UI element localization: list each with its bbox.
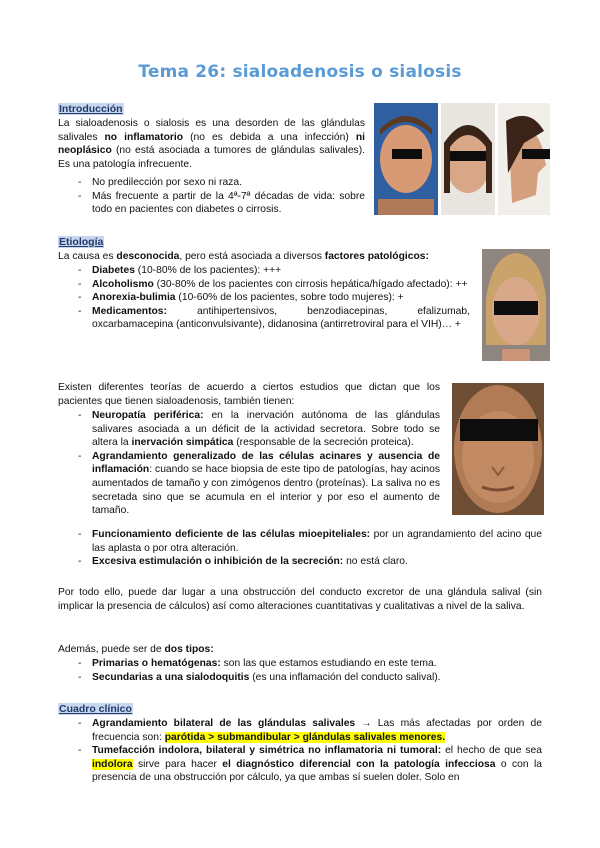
list-item: - Neuropatía periférica: en la inervación autónoma de las glándulas salivares asociada a un déficit de la actividad secretora. Sobre todo se altera la inervación simpática (responsable de la secreción proteica).	[58, 409, 440, 450]
theories-list-b	[58, 528, 542, 569]
list-item: - Diabetes (10-80% de los pacientes): +++	[58, 264, 470, 278]
list-item: - Secundarias a una sialodoquitis (es una inflamación del conducto salival).	[58, 671, 542, 685]
list-item: - No predilección por sexo ni raza.	[58, 176, 365, 190]
etiology-list	[58, 264, 470, 332]
section-heading-clinical: Cuadro clínico	[59, 703, 132, 715]
list-item: - Agrandamiento generalizado de las células acinares y ausencia de inflamación: cuando se hace biopsia de este tipo de patologías, hay acinos aumentados de tamaño y con zimógenos dentro (proteínas). La saliva no es secretada sino que se acumula en el interior y por eso el aumento de tamaño.	[58, 450, 440, 518]
list-item: - Agrandamiento bilateral de las glándulas salivales → Las más afectadas por orden de frecuencia son: parótida > submandibular > glándulas salivales menores.	[58, 717, 542, 744]
theories-paragraph: Existen diferentes teorías de acuerdo a ciertos estudios que dictan que los pacientes que tienen sialoadenosis, también tienen:	[58, 382, 440, 407]
highlight: indolora	[92, 758, 133, 770]
patient-photo	[482, 249, 550, 361]
theories-list-a	[58, 409, 440, 518]
section-heading-intro: Introducción	[59, 103, 123, 115]
list-item: - Alcoholismo (30-80% de los pacientes con cirrosis hepática/hígado afectado): ++	[58, 278, 470, 292]
section-heading-etiology: Etiología	[59, 236, 104, 248]
censor-bar	[392, 149, 422, 159]
list-item: - Tumefacción indolora, bilateral y simétrica no inflamatoria ni tumoral: el hecho de que sea indolora sirve para hacer el diagnóstico diferencial con la patología infecciosa o con la presencia de una obstrucción por cálculo, ya que ambas sí suelen doler. Solo en	[58, 744, 542, 785]
list-item: - Funcionamiento deficiente de las células mioepiteliales: por un agrandamiento del acino que las aplasta o por otra alteración.	[58, 528, 542, 555]
censor-bar	[494, 301, 538, 315]
page-title: Tema 26: sialoadenosis o sialosis	[138, 62, 462, 82]
intro-list	[58, 176, 365, 217]
list-item: - Medicamentos: antihipertensivos, benzodiacepinas, efalizumab, oxcarbamacepina (anticonvulsivante), didanosina (antirretroviral para el VIH)… +	[58, 305, 470, 332]
list-item: - Primarias o hematógenas: son las que estamos estudiando en este tema.	[58, 657, 542, 671]
types-list	[58, 657, 542, 684]
patient-photos	[374, 103, 550, 215]
list-item: - Anorexia-bulimia (10-60% de los pacientes, sobre todo mujeres): +	[58, 291, 470, 305]
highlight: parótida > submandibular > glándulas salivales menores.	[164, 731, 446, 743]
list-item: - Más frecuente a partir de la 4ª-7ª décadas de vida: sobre todo en pacientes con diabetes o cirrosis.	[58, 190, 365, 217]
patient-photo	[452, 383, 544, 515]
clinical-list	[58, 717, 542, 785]
list-item: - Excesiva estimulación o inhibición de la secreción: no está claro.	[58, 555, 542, 569]
intro-paragraph: La sialoadenosis o sialosis es una desorden de las glándulas salivales no inflamatorio (no es debida a una infección) ni neoplásico (no está asociada a tumores de glándulas salivales). Es una patología infrecuente.	[58, 118, 365, 170]
censor-bar	[450, 151, 486, 161]
etiology-paragraph: La causa es desconocida, pero está asociada a diversos factores patológicos:	[58, 251, 429, 262]
types-paragraph: Además, puede ser de dos tipos:	[58, 644, 214, 655]
conclusion-paragraph: Por todo ello, puede dar lugar a una obstrucción del conducto excretor de una glándula salival (sin implicar la presencia de cálculos) así como alteraciones cuantitativas y cualitativas a nivel de la saliva.	[58, 587, 542, 612]
censor-bar	[460, 419, 538, 441]
censor-bar	[522, 149, 550, 159]
